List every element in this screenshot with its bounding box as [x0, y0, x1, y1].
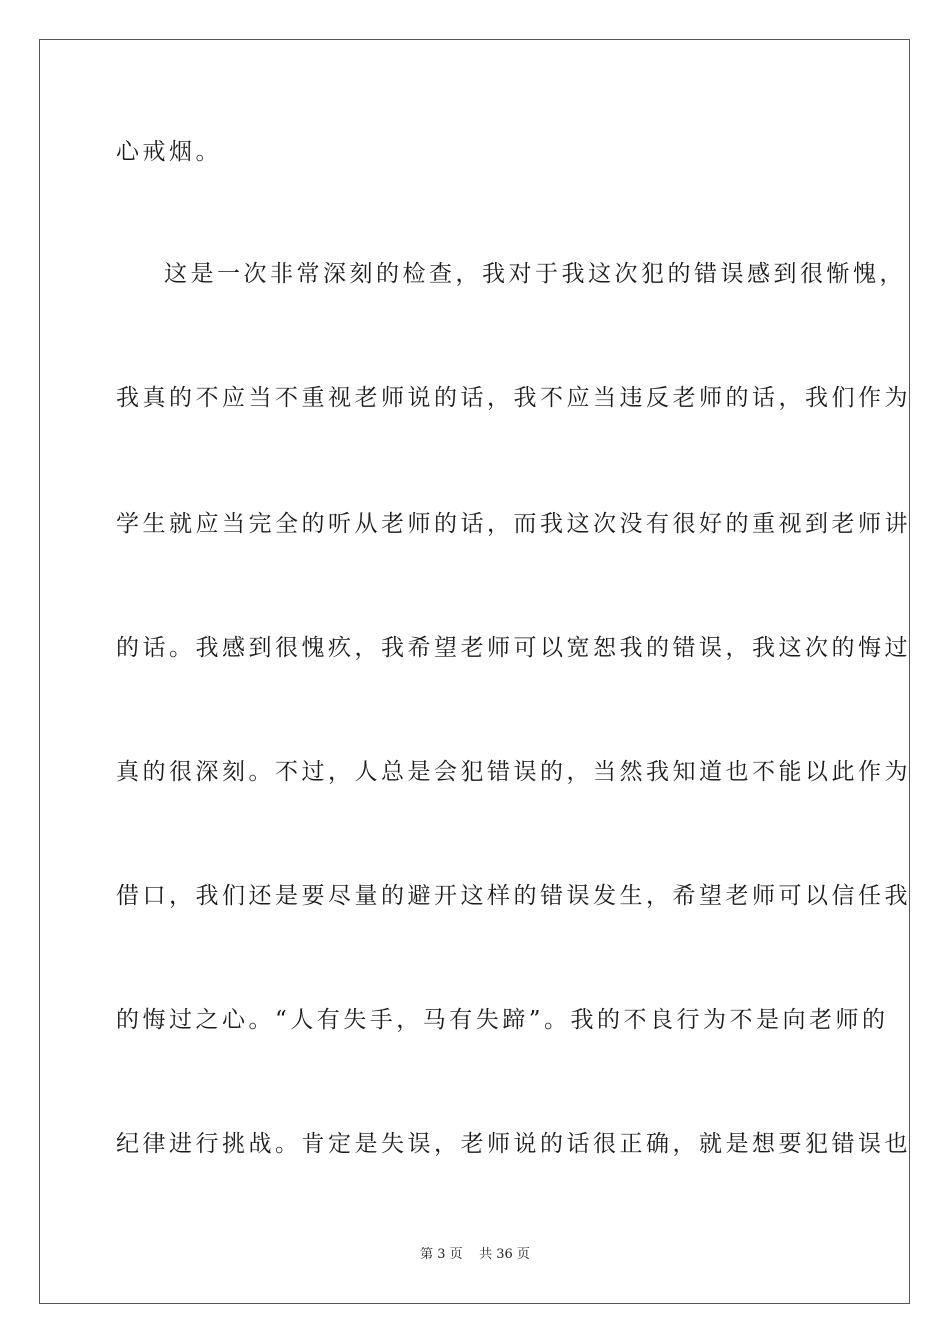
- text-line: 纪律进行挑战。肯定是失误，老师说的话很正确，就是想要犯错误也: [116, 1131, 911, 1157]
- page-number-footer: 第 3 页 共 36 页: [420, 1247, 530, 1262]
- text-line: 心戒烟。: [116, 139, 222, 165]
- text-line: 的话。我感到很愧疚，我希望老师可以宽恕我的错误，我这次的悔过: [116, 635, 911, 661]
- page-frame: [39, 39, 910, 1304]
- text-line: 我真的不应当不重视老师说的话，我不应当违反老师的话，我们作为: [116, 385, 911, 411]
- text-line: 的悔过之心。“人有失手，马有失蹄”。我的不良行为不是向老师的: [116, 1007, 889, 1033]
- text-line: 学生就应当完全的听从老师的话，而我这次没有很好的重视到老师讲: [116, 511, 911, 537]
- text-line: 真的很深刻。不过，人总是会犯错误的，当然我知道也不能以此作为: [116, 759, 911, 785]
- text-line: 借口，我们还是要尽量的避开这样的错误发生，希望老师可以信任我: [116, 883, 911, 909]
- paragraph-first-line: 这是一次非常深刻的检查，我对于我这次犯的错误感到很惭愧，: [164, 261, 906, 287]
